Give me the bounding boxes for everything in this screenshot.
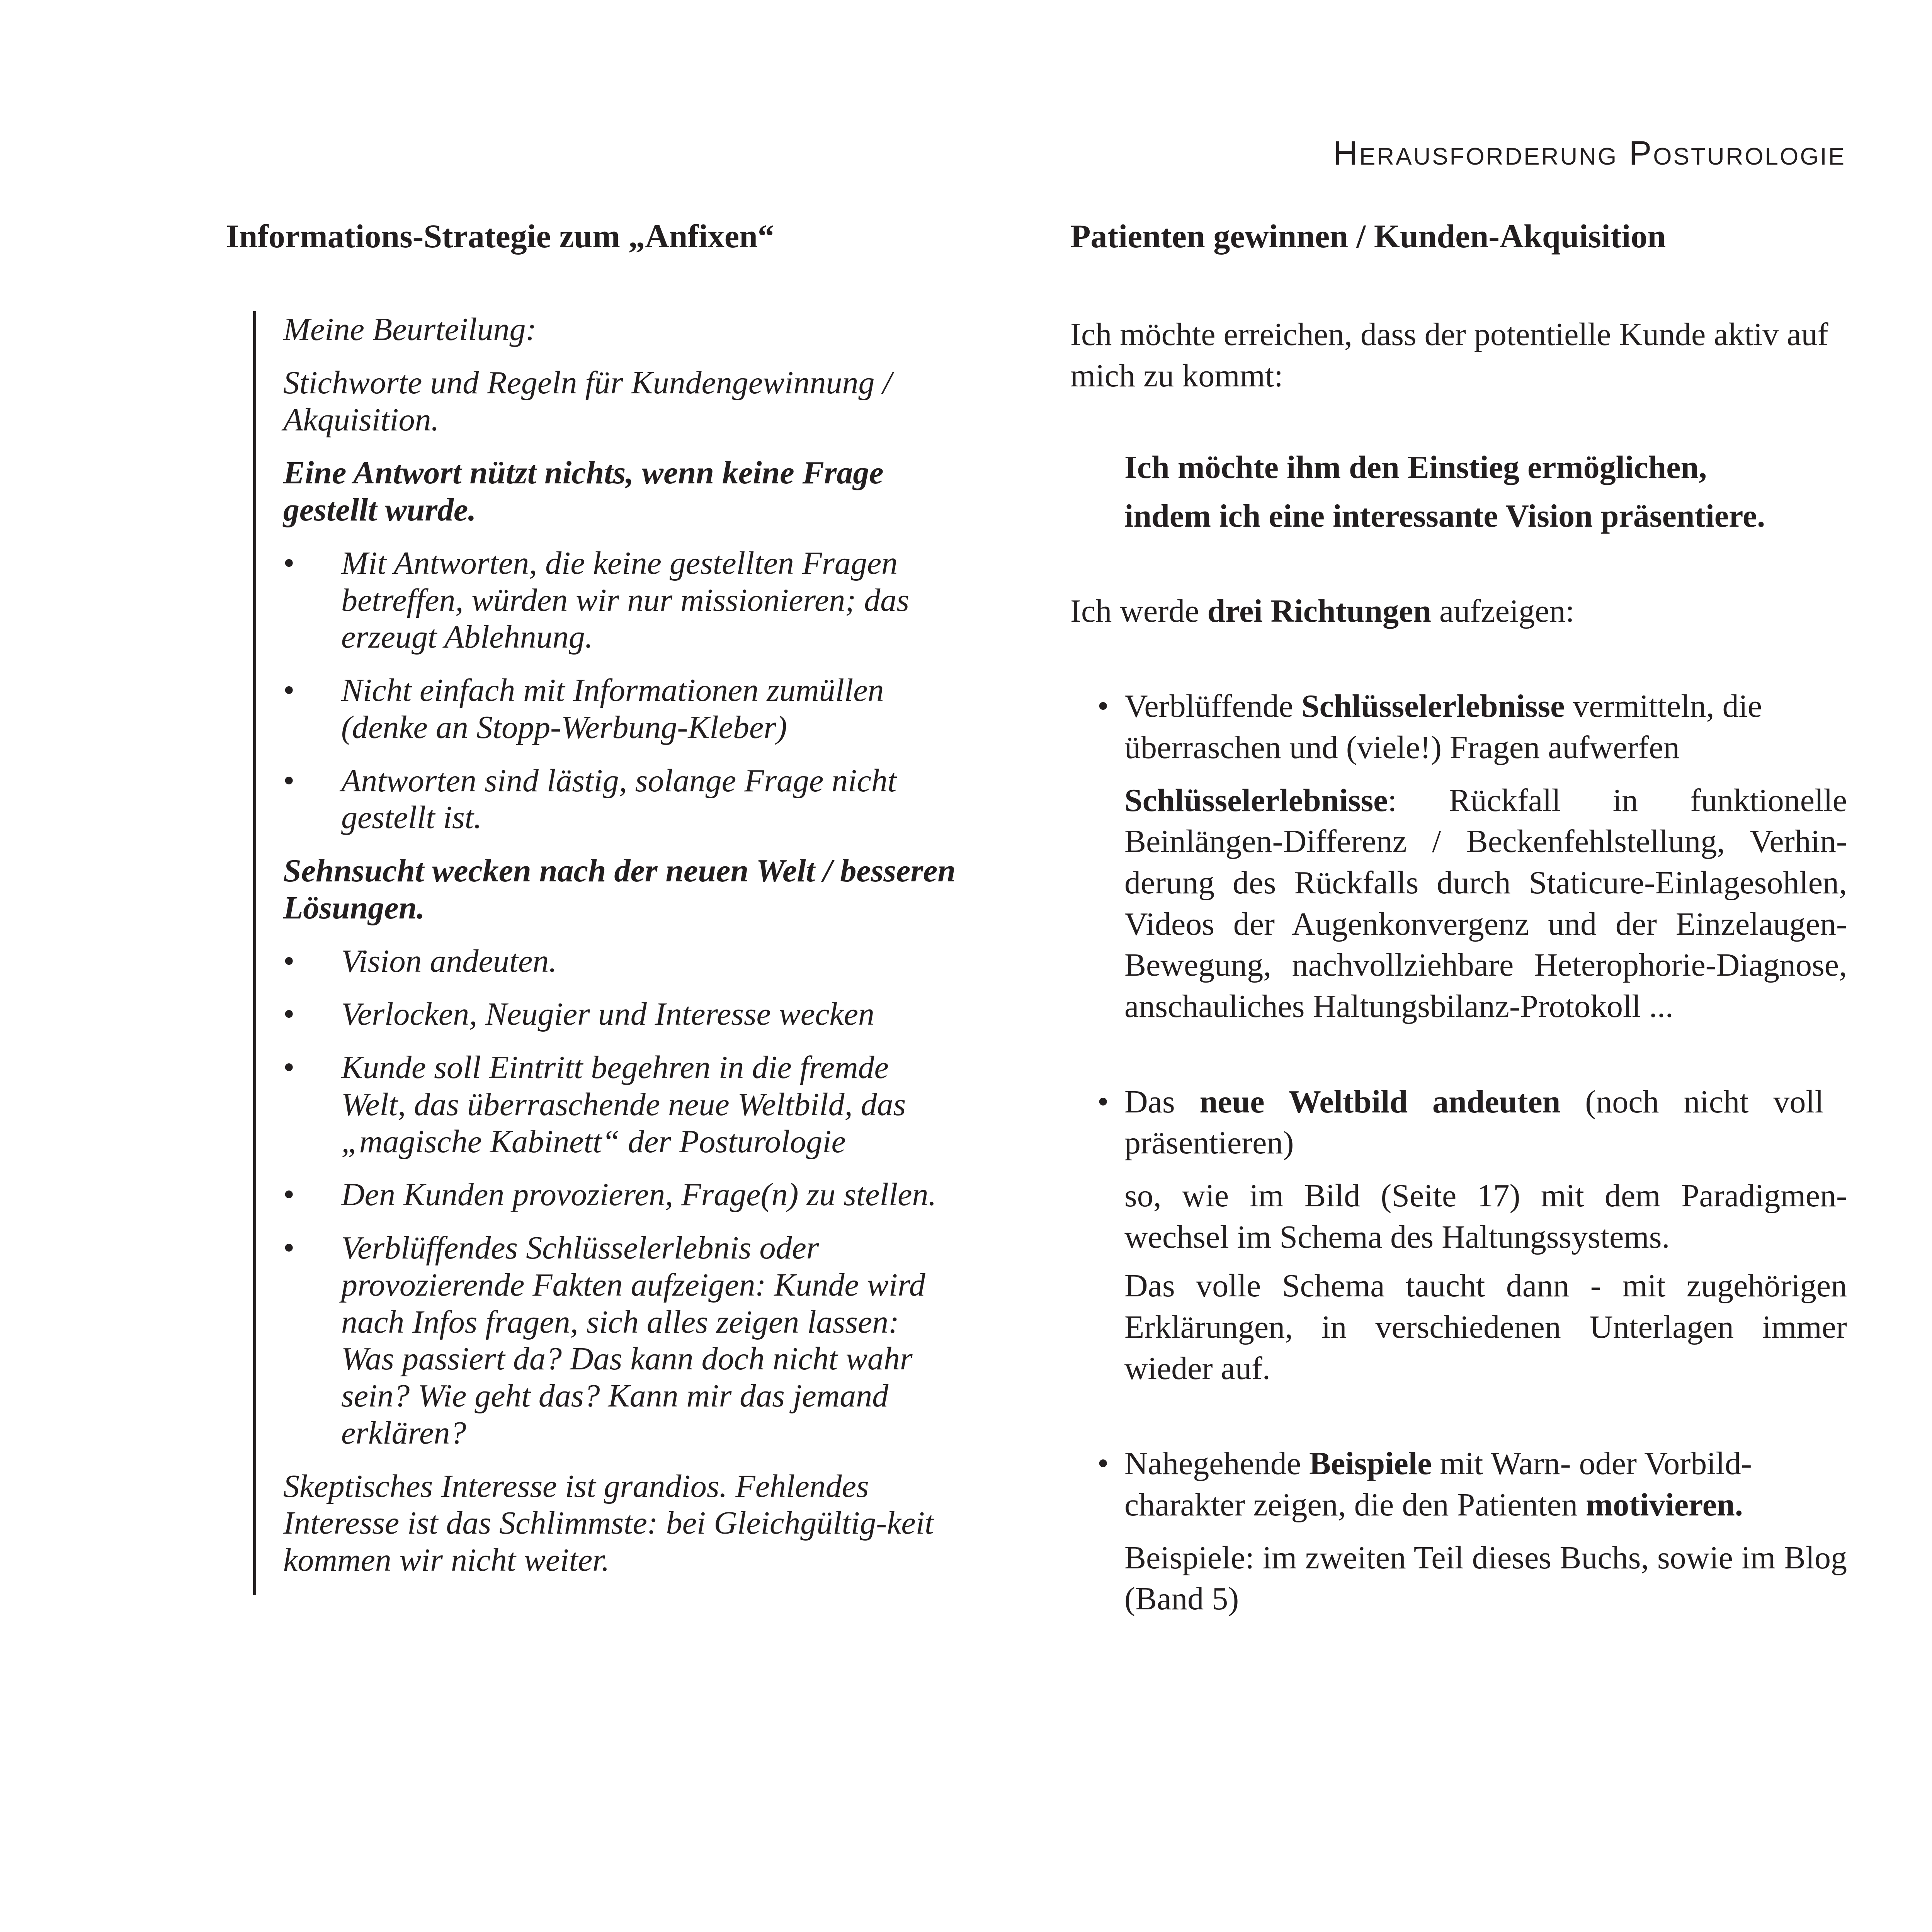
bullet-icon: •: [283, 943, 295, 979]
list-item: • Verblüffendes Schlüsselerlebnis oder provozierende Fakten aufzeigen: Kunde wird nach Infos fragen, sich alles zeigen lassen: Was passiert da? Das kann doch nicht wahr sein? Wie geht das? Kann mir das jemand erklären?: [283, 1230, 925, 1451]
direction-2-detail-1: so, wie im Bild (Seite 17) mit dem Paradigmen-wechsel im Schema des Haltungssystems.: [1124, 1177, 1847, 1255]
highlight-line-1: Ich möchte ihm den Einstieg ermöglichen,: [1124, 449, 1707, 485]
section1-list: [283, 545, 959, 836]
closing-text: Skeptisches Interesse ist grandios. Fehlendes Interesse ist das Schlimmste: bei Gleichgültig-keit kommen wir nicht weiter.: [283, 1468, 934, 1578]
direction-1-detail: Schlüsselerlebnisse: Rückfall in funktionelle Beinlängen-Differenz / Beckenfehlstellung, Verhin-derung des Rückfalls durch Staticure-Einlagesohlen, Videos der Augenkonvergenz und der Einzelaugen-Bewegung, nachvollziehbare Heterophorie-Diagnose, anschauliches Haltungsbilanz-Protokoll ...: [1124, 782, 1847, 1024]
intro-text: Stichworte und Regeln für Kundengewinnung / Akquisition.: [283, 364, 892, 438]
left-column: [226, 216, 960, 1578]
highlight-line-2: indem ich eine interessante Vision präsentiere.: [1124, 498, 1765, 534]
bullet-icon: •: [1097, 1446, 1109, 1482]
left-heading: Informations-Strategie zum „Anfixen“: [226, 218, 774, 255]
bullet-icon: •: [1097, 688, 1109, 724]
bullet-icon: •: [283, 545, 295, 581]
running-header: Herausforderung Posturologie: [1333, 134, 1846, 172]
section2-title: Sehnsucht wecken nach der neuen Welt / besseren Lösungen.: [283, 853, 956, 926]
direction-2-detail-2: Das volle Schema taucht dann - mit zugehörigen Erklärungen, in verschiedenen Unterlagen immer wieder auf.: [1124, 1268, 1847, 1386]
bullet-icon: •: [283, 762, 295, 799]
list-item: • Nahegehende Beispiele mit Warn- oder Vorbild-charakter zeigen, die den Patienten motivieren.: [1070, 1443, 1847, 1526]
bullet-icon: •: [283, 672, 295, 708]
bullet-icon: •: [1097, 1083, 1109, 1120]
list-item: • Antworten sind lästig, solange Frage nicht gestellt ist.: [283, 762, 897, 836]
list-item: • Verblüffende Schlüsselerlebnisse vermitteln, die überraschen und (viele!) Fragen aufwerfen: [1070, 686, 1847, 768]
direction-1: [1070, 686, 1847, 768]
bullet-icon: •: [283, 1049, 295, 1085]
direction-2: [1070, 1082, 1847, 1164]
list-item: • Verlocken, Neugier und Interesse wecken: [283, 996, 875, 1032]
directions-paragraph: Ich werde drei Richtungen aufzeigen:: [1070, 593, 1575, 629]
right-column: [1070, 216, 1847, 1620]
highlight-block: [1070, 443, 1847, 541]
list-item: • Den Kunden provozieren, Frage(n) zu stellen.: [283, 1177, 937, 1213]
direction-3: [1070, 1443, 1847, 1526]
bullet-icon: •: [283, 996, 295, 1032]
right-heading: Patienten gewinnen / Kunden-Akquisition: [1070, 218, 1666, 255]
list-item: • Das neue Weltbild andeuten (noch nicht voll präsentieren): [1070, 1082, 1847, 1164]
section2-list: [283, 943, 959, 1452]
intro-label: Meine Beurteilung:: [283, 311, 537, 347]
intro-paragraph: Ich möchte erreichen, dass der potentielle Kunde aktiv auf mich zu kommt:: [1070, 316, 1828, 394]
list-item: • Nicht einfach mit Informationen zumüllen (denke an Stopp-Werbung-Kleber): [283, 672, 884, 745]
section1-title: Eine Antwort nützt nichts, wenn keine Frage gestellt wurde.: [283, 455, 884, 528]
list-item: • Mit Antworten, die keine gestellten Fragen betreffen, würden wir nur missionieren; das erzeugt Ablehnung.: [283, 545, 909, 655]
bullet-icon: •: [283, 1177, 295, 1213]
list-item: • Vision andeuten.: [283, 943, 557, 979]
bullet-icon: •: [283, 1230, 295, 1266]
assessment-box: [253, 311, 959, 1595]
list-item: • Kunde soll Eintritt begehren in die fremde Welt, das überraschende neue Weltbild, das „magische Kabinett“ der Posturologie: [283, 1049, 906, 1160]
direction-3-detail: Beispiele: im zweiten Teil dieses Buchs, sowie im Blog (Band 5): [1124, 1539, 1847, 1617]
